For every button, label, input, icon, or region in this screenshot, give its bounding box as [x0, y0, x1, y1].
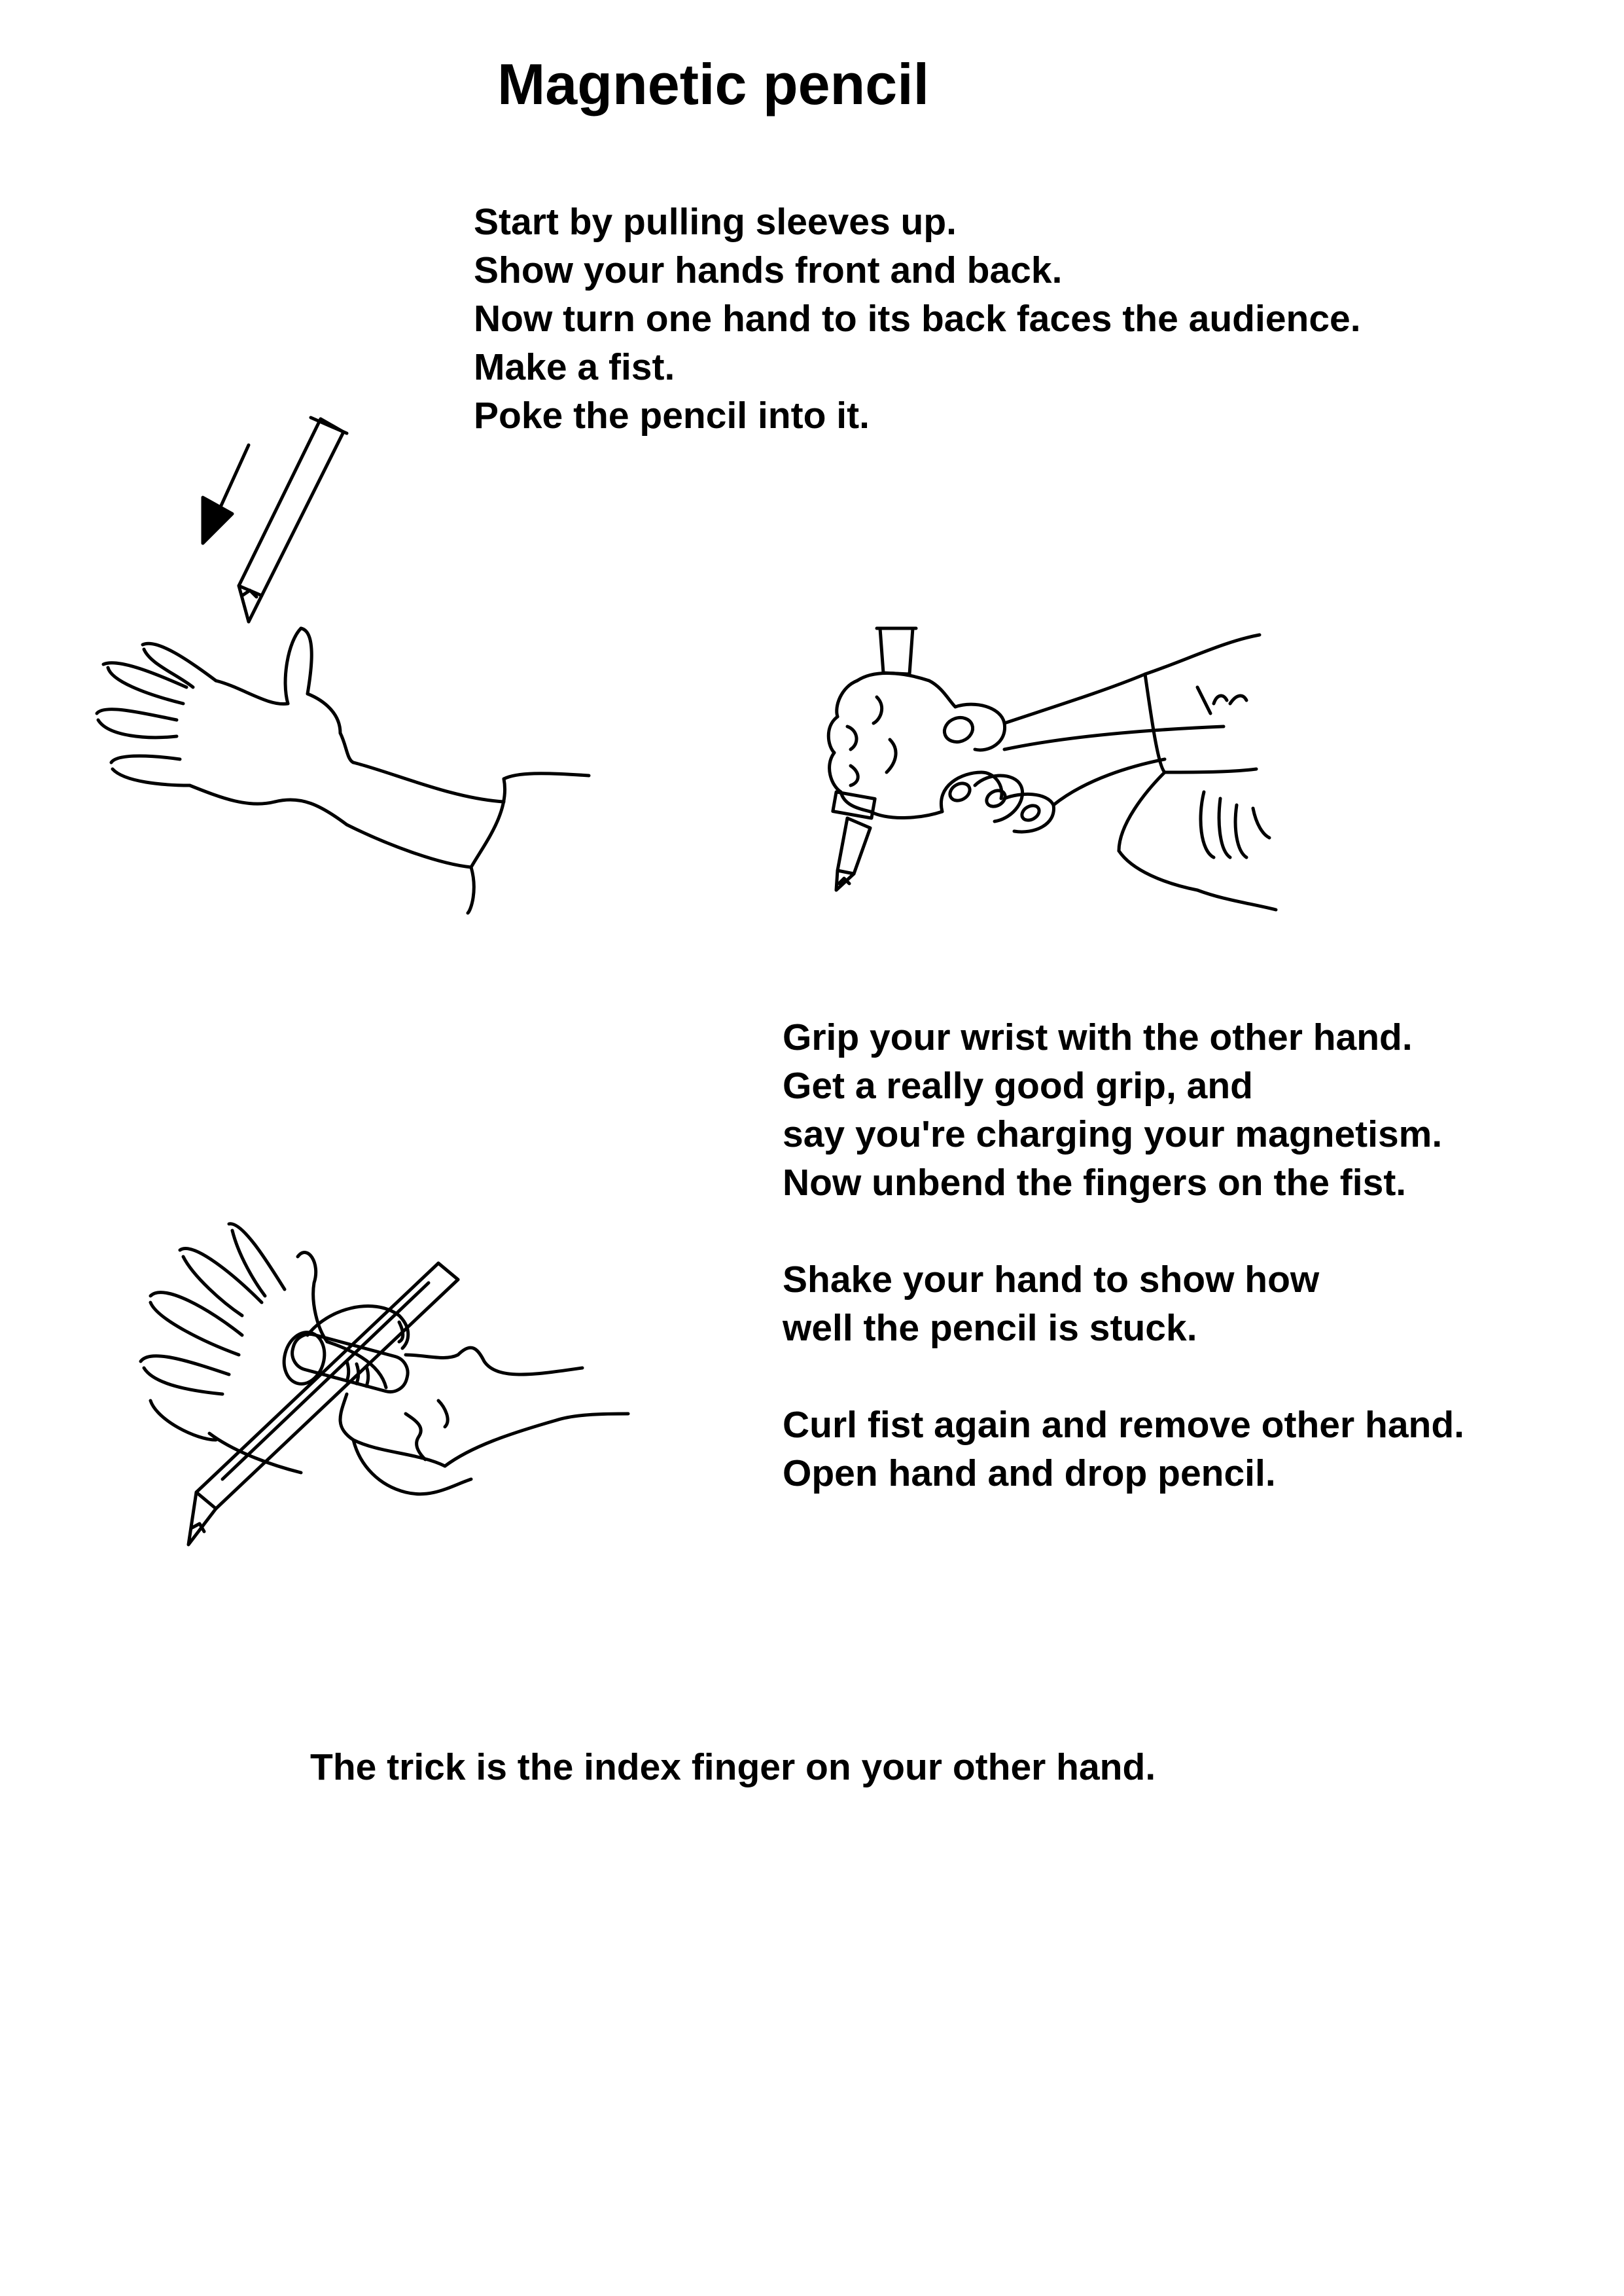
- intro-instructions: [474, 198, 1361, 440]
- page-title: Magnetic pencil: [497, 52, 930, 117]
- gripping-hand-icon: [941, 635, 1276, 910]
- open-hand-pencil-held-illustration: [131, 1204, 720, 1571]
- instruction-line: say you're charging your magnetism.: [783, 1113, 1443, 1155]
- trick-secret: The trick is the index finger on your other hand.: [310, 1746, 1156, 1788]
- instruction-line: Open hand and drop pencil.: [783, 1452, 1276, 1494]
- instruction-line: Get a really good grip, and: [783, 1065, 1253, 1107]
- paragraph-gap: [783, 1207, 1464, 1255]
- instruction-line: Start by pulling sleeves up.: [474, 201, 957, 243]
- fist-gripped-at-wrist-illustration: [779, 576, 1368, 916]
- instruction-line: Show your hands front and back.: [474, 249, 1063, 291]
- paragraph-gap: [783, 1352, 1464, 1401]
- step-instructions: [783, 1013, 1464, 1498]
- open-hand-icon: [97, 628, 589, 913]
- instruction-line: Shake your hand to show how: [783, 1259, 1320, 1300]
- fist-icon: [828, 673, 955, 818]
- instruction-line: Poke the pencil into it.: [474, 395, 870, 437]
- instruction-line: Now unbend the fingers on the fist.: [783, 1162, 1407, 1204]
- instruction-line: Grip your wrist with the other hand.: [783, 1016, 1413, 1058]
- open-hand-with-pencil-illustration: [85, 406, 609, 929]
- pencil-icon: [239, 418, 347, 622]
- instruction-line: Now turn one hand to its back faces the audience.: [474, 298, 1361, 340]
- pencil-icon: [836, 628, 916, 890]
- instruction-line: Make a fist.: [474, 346, 675, 388]
- instruction-line: well the pencil is stuck.: [783, 1307, 1197, 1349]
- instruction-line: Curl fist again and remove other hand.: [783, 1404, 1465, 1446]
